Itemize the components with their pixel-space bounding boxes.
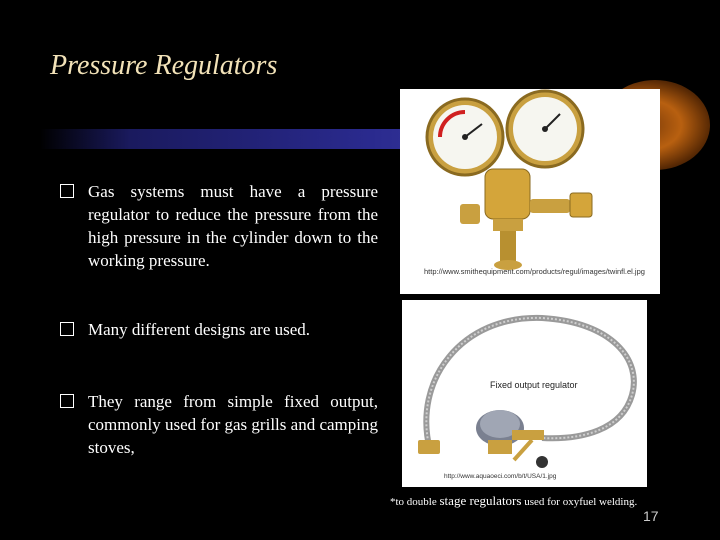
bullet-2 [88,318,378,341]
footnote-part-b: stage regulators [439,493,522,508]
bullet-3 [88,390,378,459]
footnote-part-a: to double [395,496,440,508]
checkbox-bullet-icon [60,184,74,198]
footnote [390,493,637,509]
fixed-output-regulator-image [402,300,647,487]
footnote-part-c: used for oxyfuel welding. [521,496,638,508]
checkbox-bullet-icon [60,394,74,408]
checkbox-bullet-icon [60,322,74,336]
footnote-star: * [390,496,396,508]
image2-caption: http://www.aquaoeci.com/b/t/USA/1.jpg [444,473,557,480]
bullet-3-text: They range from simple fixed output, commonly used for gas grills and camping stoves, [88,392,378,457]
image1-caption: http://www.smithequipment.com/products/regul/images/twinfl.el.jpg [424,267,645,276]
twin-gauge-regulator-image [400,89,660,294]
page-number: 17 [643,508,659,524]
image2-label: Fixed output regulator [490,380,578,390]
bullet-1-text: Gas systems must have a pressure regulator to reduce the pressure from the high pressure in the cylinder down to the working pressure. [88,182,378,270]
slide-title: Pressure Regulators [50,50,278,81]
bullet-1 [88,180,378,272]
bullet-2-text: Many different designs are used. [88,320,311,339]
